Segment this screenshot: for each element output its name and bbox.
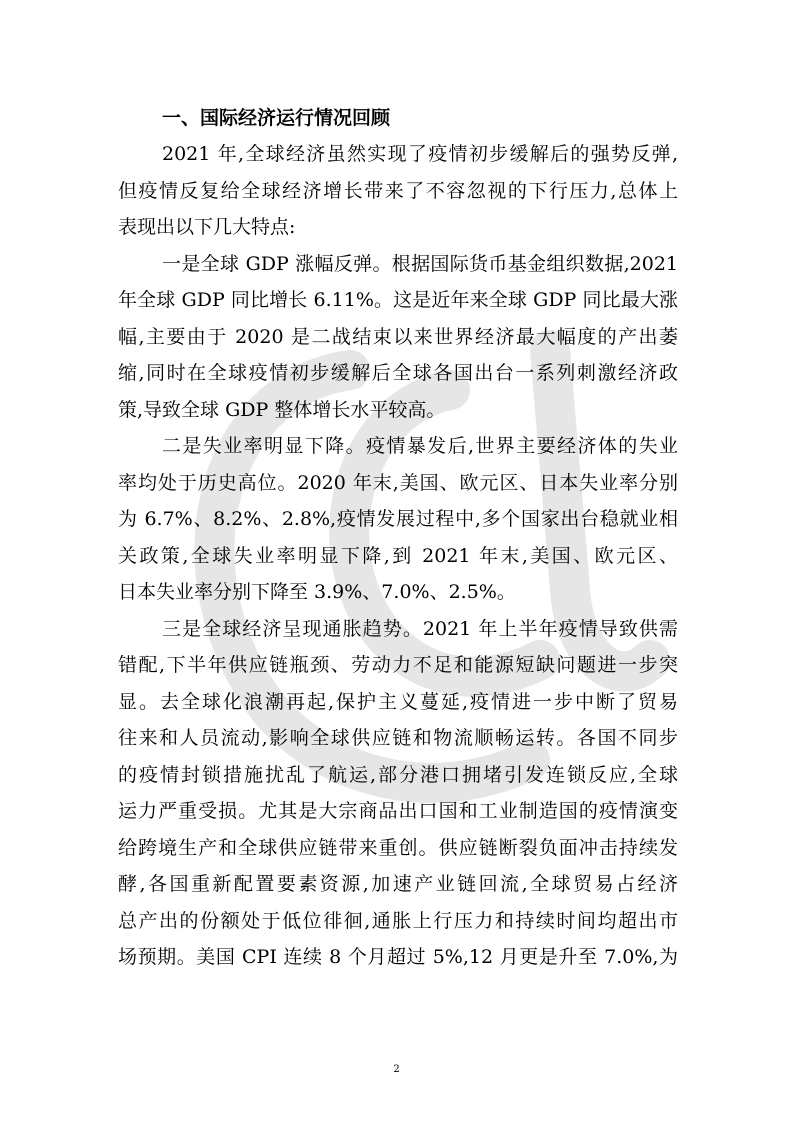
paragraph (118, 428, 678, 611)
text-line: 运力严重受损。尤其是大宗商品出口国和工业制造国的疫情演变 (118, 800, 678, 822)
paragraph (118, 246, 678, 429)
text-line: 显。去全球化浪潮再起,保护主义蔓延,疫情进一步中断了贸易 (118, 690, 678, 713)
text-line: 2021 年,全球经济虽然实现了疫情初步缓解后的强势反弹, (162, 143, 678, 165)
text-line: 的疫情封锁措施扰乱了航运,部分港口拥堵引发连锁反应,全球 (118, 763, 678, 786)
text-line: 但疫情反复给全球经济增长带来了不容忽视的下行压力,总体上 (118, 179, 678, 202)
text-line: 场预期。美国 CPI 连续 8 个月超过 5%,12 月更是升至 7.0%,为 (118, 946, 678, 968)
text-line: 日本失业率分别下降至 3.9%、7.0%、2.5%。 (118, 581, 516, 603)
text-line: 总产出的份额处于低位徘徊,通胀上行压力和持续时间均超出市 (118, 909, 678, 932)
text-line: 关政策,全球失业率明显下降,到 2021 年末,美国、欧元区、 (118, 544, 678, 567)
document-body (118, 100, 678, 976)
text-line: 往来和人员流动,影响全球供应链和物流顺畅运转。各国不同步 (118, 727, 678, 749)
section-heading: 一、国际经济运行情况回顾 (162, 107, 391, 129)
text-line: 给跨境生产和全球供应链带来重创。供应链断裂负面冲击持续发 (118, 836, 678, 859)
paragraph (118, 611, 678, 976)
text-line: 酵,各国重新配置要素资源,加速产业链回流,全球贸易占经济 (118, 873, 678, 895)
text-line: 缩,同时在全球疫情初步缓解后全球各国出台一系列刺激经济政 (118, 362, 678, 384)
text-line: 表现出以下几大特点: (118, 216, 296, 238)
text-line: 三是全球经济呈现通胀趋势。2021 年上半年疫情导致供需 (162, 617, 678, 640)
paragraph (118, 136, 678, 246)
paragraphs (118, 136, 678, 976)
text-line: 错配,下半年供应链瓶颈、劳动力不足和能源短缺问题进一步突 (118, 654, 678, 676)
text-line: 二是失业率明显下降。疫情暴发后,世界主要经济体的失业 (162, 435, 678, 457)
text-line: 幅,主要由于 2020 是二战结束以来世界经济最大幅度的产出萎 (118, 325, 678, 348)
text-line: 率均处于历史高位。2020 年末,美国、欧元区、日本失业率分别 (118, 471, 678, 494)
text-line: 为 6.7%、8.2%、2.8%,疫情发展过程中,多个国家出台稳就业相 (118, 508, 678, 530)
page-number: 2 (393, 1064, 400, 1075)
text-line: 年全球 GDP 同比增长 6.11%。这是近年来全球 GDP 同比最大涨 (118, 289, 678, 311)
text-line: 一是全球 GDP 涨幅反弹。根据国际货币基金组织数据,2021 (162, 252, 678, 275)
text-line: 策,导致全球 GDP 整体增长水平较高。 (118, 398, 446, 421)
